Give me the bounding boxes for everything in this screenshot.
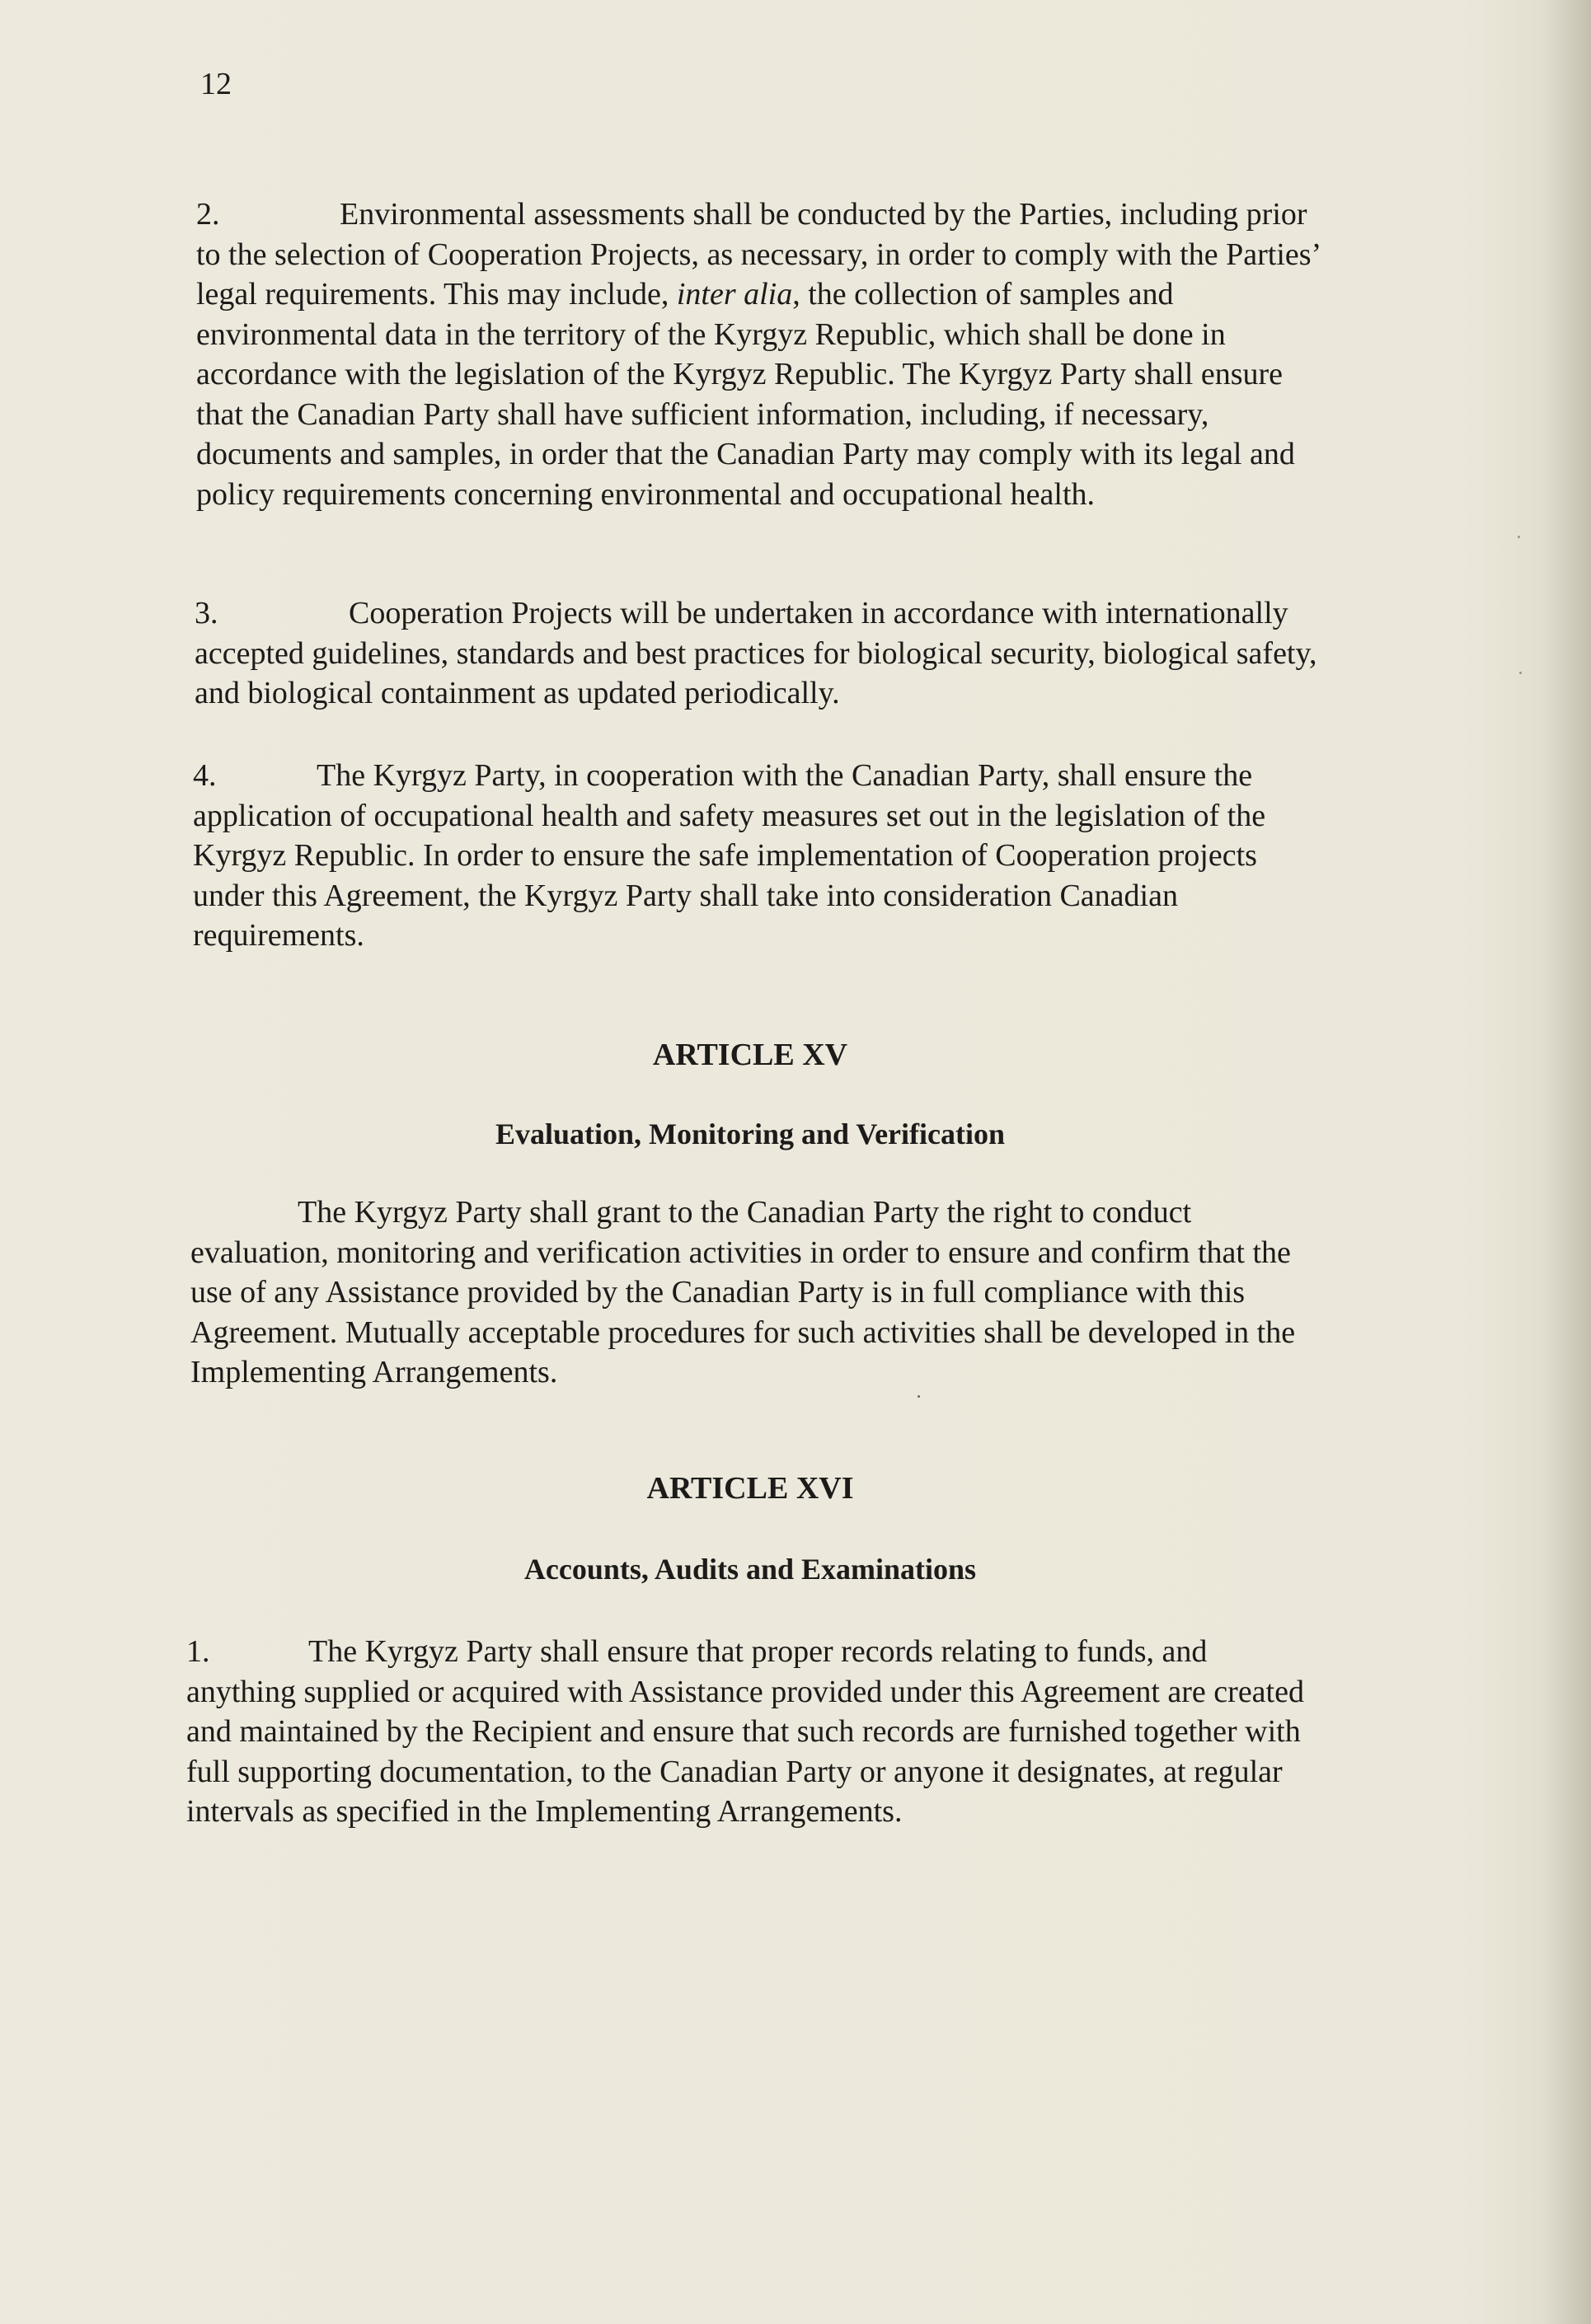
- paragraph-4: [193, 756, 1331, 956]
- paragraph-3: [195, 593, 1332, 714]
- article-xvi-title: ARTICLE XVI: [646, 1471, 854, 1506]
- page-number: 12: [200, 67, 232, 101]
- italic-phrase: inter alia: [676, 277, 793, 312]
- paragraph-text: The Kyrgyz Party shall grant to the Canadian Party the right to conduct evaluation, monitoring and verification activities in order to ensure and confirm that the use of any Assistance provided by the Canadian Party is in full compliance with this Agreement. Mutually acceptable procedures for such activities shall be developed in the Implementing Arrangements.: [190, 1195, 1296, 1389]
- paragraph-number: 4.: [193, 758, 217, 793]
- paragraph-text: , the collection of samples and environmental data in the territory of the Kyrgyz Republic, which shall be done in accordance with the legislation of the Kyrgyz Republic. The Kyrgyz Party shall ensure that the Canadian Party shall have sufficient information, including, if necessary, documents and samples, in order that the Canadian Party may comply with its legal and policy requirements concerning environmental and occupational health.: [196, 277, 1295, 512]
- paper-speck: [1518, 536, 1520, 538]
- article-xvi-paragraph-1: [186, 1632, 1324, 1832]
- paragraph-2: [196, 194, 1334, 514]
- article-xv-paragraph: [190, 1192, 1328, 1393]
- paragraph-number: 1.: [186, 1634, 210, 1669]
- paper-speck: [918, 1395, 920, 1398]
- paragraph-number: 2.: [196, 197, 220, 232]
- article-xvi-heading: Accounts, Audits and Examinations: [523, 1553, 977, 1586]
- paragraph-text: The Kyrgyz Party, in cooperation with the Canadian Party, shall ensure the application of occupational health and safety measures set out in the legislation of the Kyrgyz Republic. In order to ensure the safe implementation of Cooperation projects under this Agreement, the Kyrgyz Party shall take into consideration Canadian requirements.: [193, 758, 1266, 953]
- page-edge-shadow: [1542, 0, 1591, 2324]
- paragraph-text: The Kyrgyz Party shall ensure that proper records relating to funds, and anything supplied or acquired with Assistance provided under this Agreement are created and maintained by the Recipient and ensure that such records are furnished together with full supporting documentation, to the Canadian Party or anyone it designates, at regular intervals as specified in the Implementing Arrangements.: [186, 1634, 1304, 1829]
- article-xv-title: ARTICLE XV: [652, 1038, 848, 1072]
- paragraph-text: Environmental assessments shall be conducted by the Parties, including prior to the selection of Cooperation Projects, as necessary, in order to comply with the Parties’ legal requirements. This may include,: [196, 197, 1320, 312]
- paragraph-number: 3.: [195, 596, 218, 630]
- paragraph-text: Cooperation Projects will be undertaken in accordance with internationally accepted guidelines, standards and best practices for biological security, biological safety, and biological containment as updated periodically.: [195, 596, 1317, 710]
- article-xv-heading: Evaluation, Monitoring and Verification: [495, 1117, 1006, 1150]
- paper-speck: [1519, 672, 1522, 674]
